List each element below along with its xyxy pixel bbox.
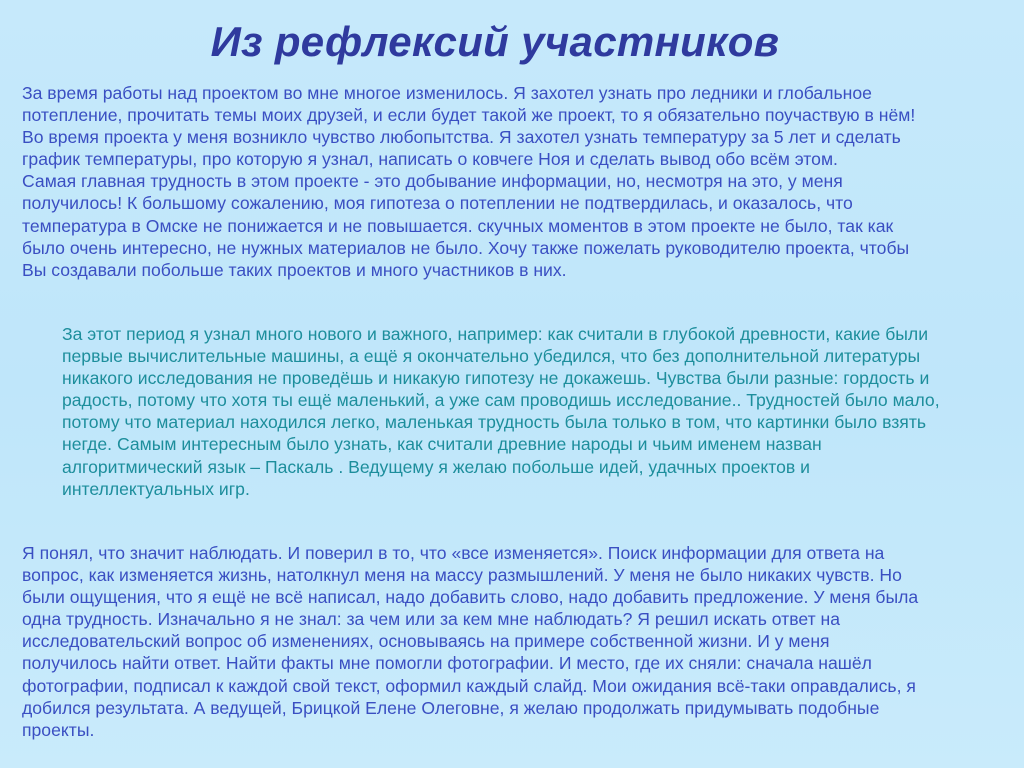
slide-title: Из рефлексий участников	[210, 18, 780, 65]
reflection-paragraph-3: Я понял, что значит наблюдать. И поверил в то, что «все изменяется». Поиск информации для ответа на вопрос, как изменяется жизнь, натолкнул меня на массу размышлений. У меня не было никаких чувств. Но были ощущения, что я ещё не всё написал, надо добавить слово, надо добавить предложение. У меня была одна трудность. Изначально я не знал: за чем или за кем мне наблюдать? Я решил искать ответ на исследовательский вопрос об изменениях, основываясь на примере собственной жизни. И у меня получилось найти ответ. Найти факты мне помогли фотографии. И место, где их сняли: сначала нашёл фотографии, подписал к каждой свой текст, оформил каждый слайд. Мои ожидания всё-таки оправдались, я добился результата. А ведущей, Брицкой Елене Олеговне, я желаю продолжать придумывать подобные проекты.	[22, 543, 919, 740]
reflection-paragraph-1: За время работы над проектом во мне многое изменилось. Я захотел узнать про ледники и глобальное потепление, прочитать темы моих друзей, и если будет такой же проект, то я обязательно поучаствую в нём! Во время проекта у меня возникло чувство любопытства. Я захотел узнать температуру за 5 лет и сделать график температуры, про которую я узнал, написать о ковчеге Ноя и сделать вывод обо всём этом. Самая главная трудность в этом проекте - это добывание информации, но, несмотря на это, у меня получилось! К большому сожалению, моя гипотеза о потеплении не подтвердилась, и оказалось, что температура в Омске не понижается и не повышается. скучных моментов в этом проекте не было, так как было очень интересно, не нужных материалов не было. Хочу также пожелать руководителю проекта, чтобы Вы создавали побольше таких проектов и много участников в них.	[22, 83, 916, 280]
reflection-paragraph-2: За этот период я узнал много нового и важного, например: как считали в глубокой древности, какие были первые вычислительные машины, а ещё я окончательно убедился, что без дополнительной литературы никакого исследования не проведёшь и никакую гипотезу не докажешь. Чувства были разные: гордость и радость, потому что хотя ты ещё маленький, а уже сам проводишь исследование.. Трудностей было мало, потому что материал находился легко, маленькая трудность была только в том, что картинки было взять негде. Самым интересным было узнать, как считали древние народы и чьим именем назван алгоритмический язык – Паскаль . Ведущему я желаю побольше идей, удачных проектов и интеллектуальных игр.	[62, 324, 940, 499]
